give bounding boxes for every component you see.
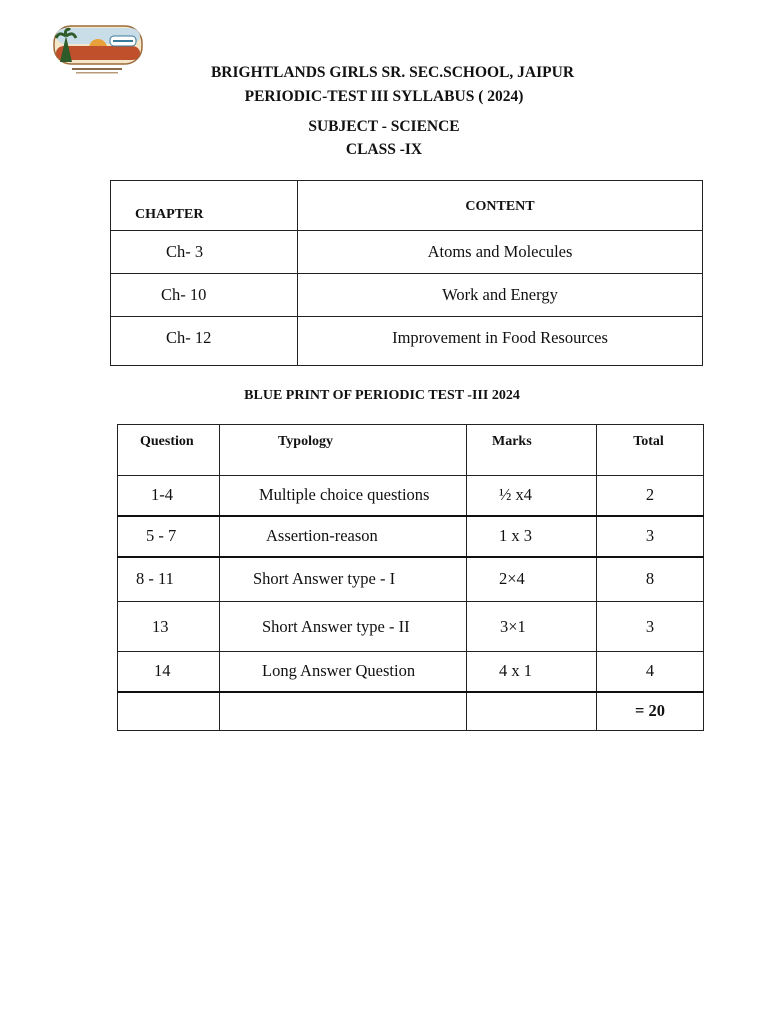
content-cell: Improvement in Food Resources <box>298 317 703 366</box>
blueprint-title-text: BLUE PRINT OF PERIODIC TEST -III 2024 <box>244 388 520 403</box>
marks-cell: 2×4 <box>467 557 597 602</box>
question-cell: 13 <box>118 602 220 652</box>
blueprint-table <box>117 424 704 731</box>
question-cell: 1-4 <box>118 476 220 516</box>
syllabus-col-chapter: CHAPTER <box>111 181 298 231</box>
blueprint-row <box>118 516 704 557</box>
class-text: CLASS -IX <box>345 141 423 158</box>
question-cell: 14 <box>118 652 220 692</box>
question-cell: 8 - 11 <box>118 557 220 602</box>
blueprint-row <box>118 652 704 692</box>
chapter-cell: Ch- 10 <box>111 274 298 317</box>
typology-cell: Multiple choice questions <box>220 476 467 516</box>
syllabus-row <box>111 274 703 317</box>
school-name-text: BRIGHTLANDS GIRLS SR. SEC.SCHOOL, JAIPUR <box>210 64 575 81</box>
typology-cell: Long Answer Question <box>220 652 467 692</box>
blueprint-row <box>118 557 704 602</box>
blueprint-header-row <box>118 425 704 476</box>
col-question: Question <box>118 425 220 476</box>
blueprint-total-row <box>118 692 704 731</box>
typology-cell: Short Answer type - II <box>220 602 467 652</box>
marks-cell: 1 x 3 <box>467 516 597 557</box>
total-cell: 3 <box>597 602 704 652</box>
content-cell: Work and Energy <box>298 274 703 317</box>
content-cell: Atoms and Molecules <box>298 231 703 274</box>
chapter-cell: Ch- 12 <box>111 317 298 366</box>
school-name <box>0 64 768 82</box>
subject-line <box>0 118 768 136</box>
empty-cell <box>220 692 467 731</box>
subject-text: SUBJECT - SCIENCE <box>308 118 460 135</box>
syllabus-col-content: CONTENT <box>298 181 703 231</box>
chapter-cell: Ch- 3 <box>111 231 298 274</box>
syllabus-table <box>110 180 703 366</box>
typology-cell: Assertion-reason <box>220 516 467 557</box>
marks-cell: ½ x4 <box>467 476 597 516</box>
col-marks: Marks <box>467 425 597 476</box>
syllabus-header-row <box>111 181 703 231</box>
total-cell: 8 <box>597 557 704 602</box>
class-line <box>0 141 768 159</box>
exam-title <box>0 88 768 106</box>
empty-cell <box>118 692 220 731</box>
col-total: Total <box>597 425 704 476</box>
question-cell: 5 - 7 <box>118 516 220 557</box>
typology-cell: Short Answer type - I <box>220 557 467 602</box>
total-cell: 4 <box>597 652 704 692</box>
grand-total-cell: = 20 <box>597 692 704 731</box>
marks-cell: 4 x 1 <box>467 652 597 692</box>
marks-cell: 3×1 <box>467 602 597 652</box>
blueprint-row <box>118 476 704 516</box>
syllabus-row <box>111 317 703 366</box>
blueprint-title <box>0 388 768 404</box>
syllabus-row <box>111 231 703 274</box>
total-cell: 2 <box>597 476 704 516</box>
empty-cell <box>467 692 597 731</box>
total-cell: 3 <box>597 516 704 557</box>
exam-title-text: PERIODIC-TEST III SYLLABUS ( 2024) <box>244 88 524 105</box>
col-typology: Typology <box>220 425 467 476</box>
blueprint-row <box>118 602 704 652</box>
